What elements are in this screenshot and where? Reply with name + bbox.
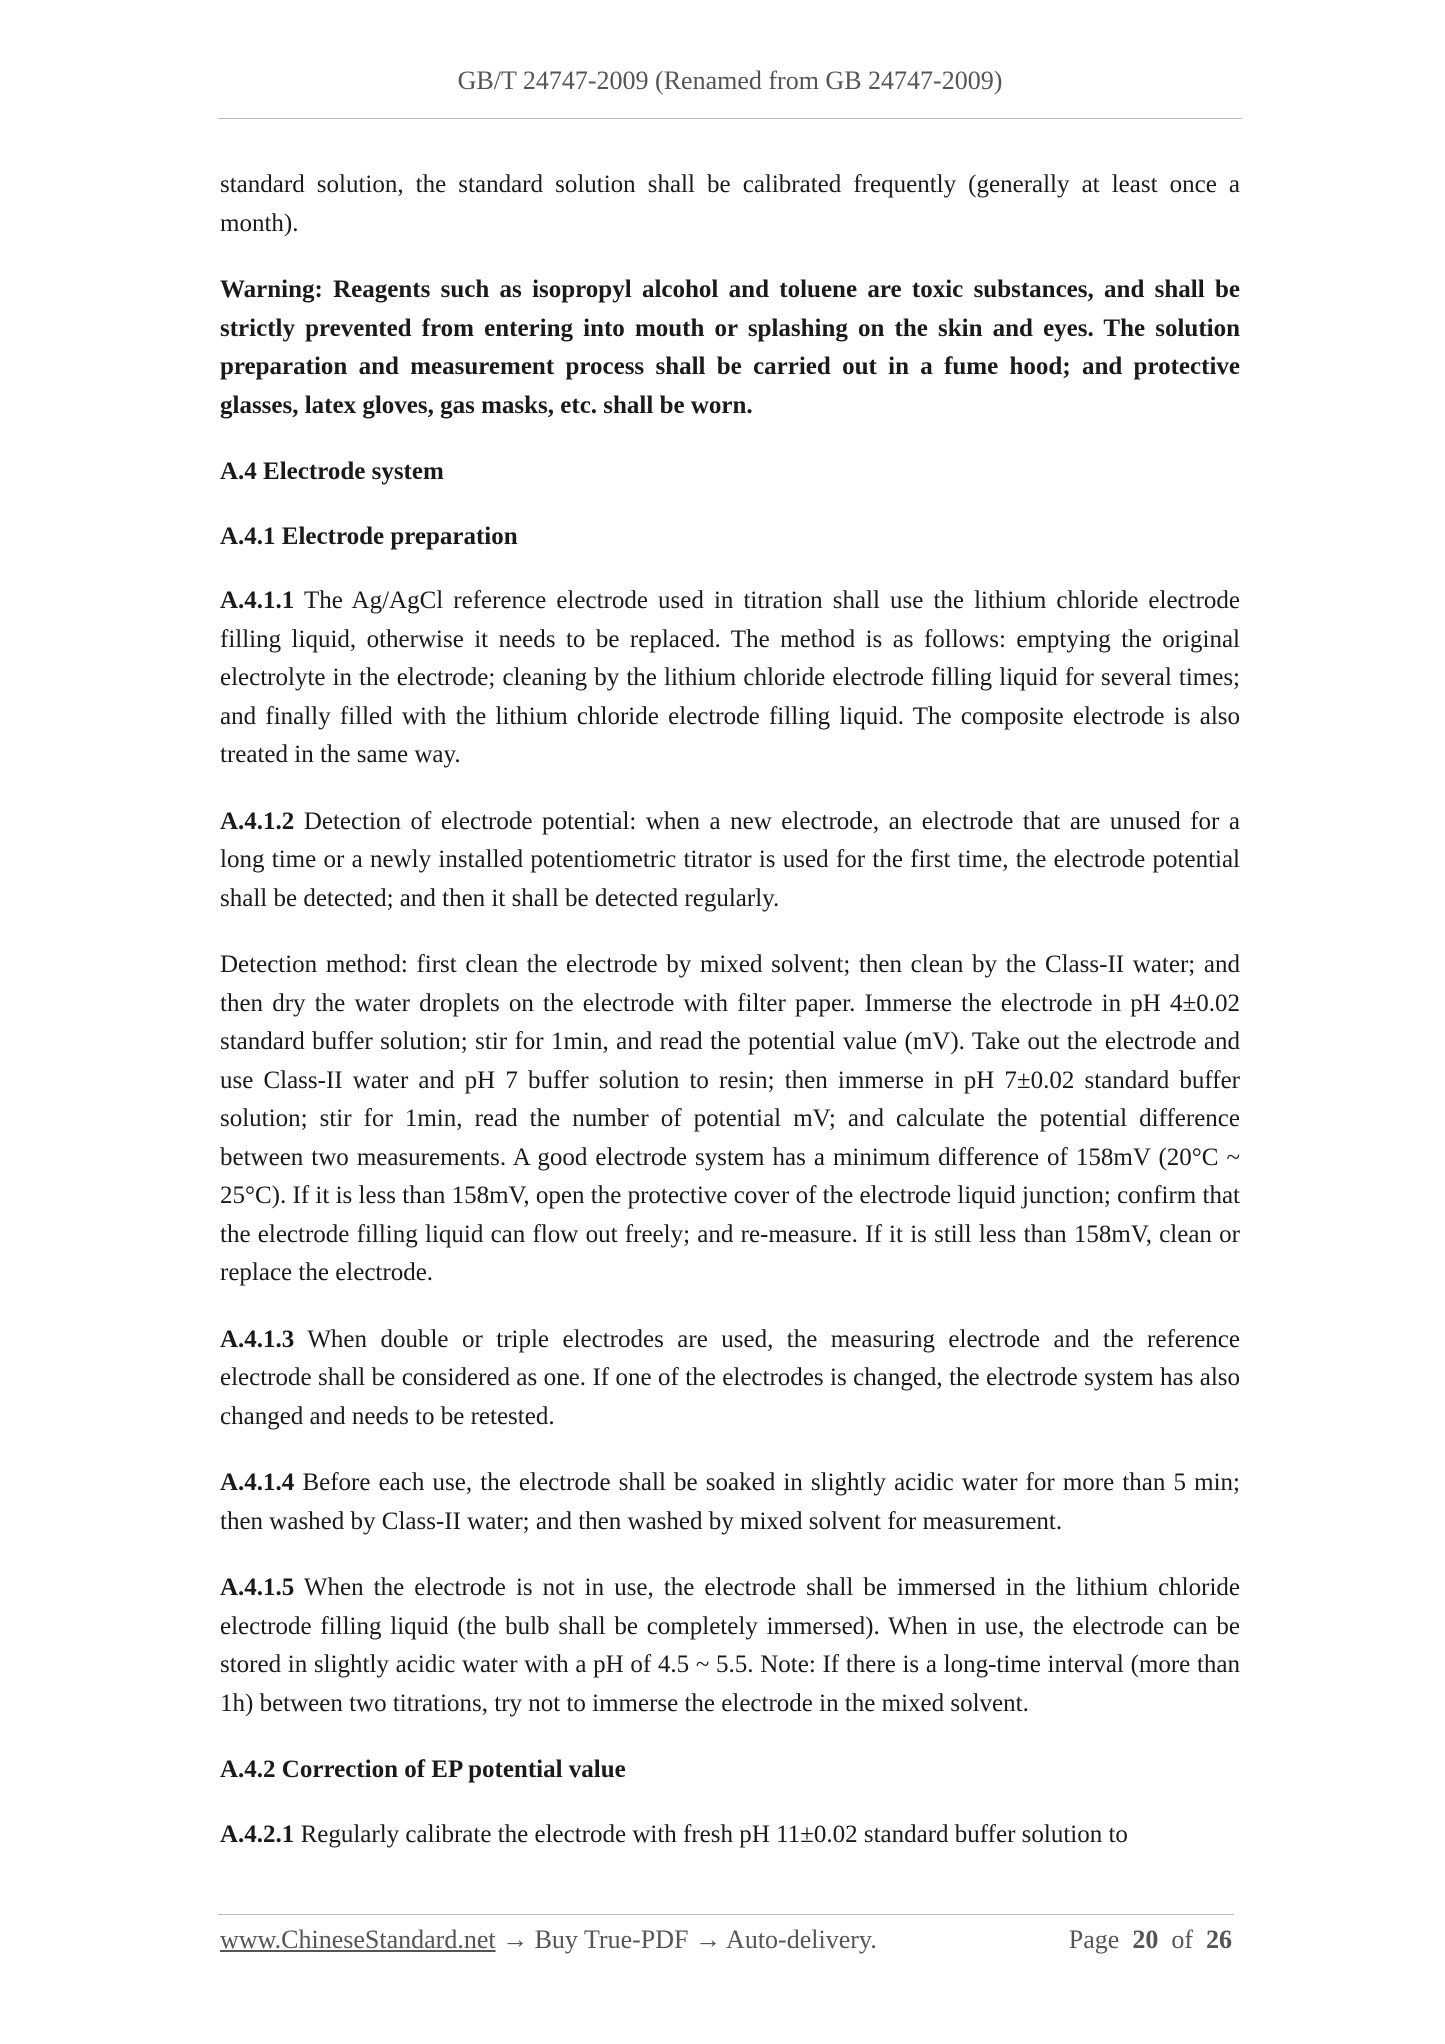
clause-number: A.4.1.5 — [220, 1574, 295, 1601]
detection-method-paragraph: Detection method: first clean the electrode by mixed solvent; then clean by the Class-II water; and then dry the water droplets on the electrode with filter paper. Immerse the electrode in pH 4±0.02 standard buffer solution; stir for 1min, and read the potential value (mV). Take out the electrode and use Class-II water and pH 7 buffer solution to resin; then immerse in pH 7±0.02 standard buffer solution; stir for 1min, read the number of potential mV; and calculate the potential difference between two measurements. A good electrode system has a minimum difference of 158mV (20°C ~ 25°C). If it is less than 158mV, open the protective cover of the electrode liquid junction; confirm that the electrode filling liquid can flow out freely; and re-measure. If it is still less than 158mV, clean or replace the electrode. — [220, 951, 1240, 1286]
clause-a4103 — [220, 1321, 1240, 1437]
footer-promo — [220, 1925, 877, 1955]
header-divider — [218, 118, 1242, 119]
footer-divider — [218, 1914, 1234, 1915]
clause-number: A.4.1.1 — [220, 587, 295, 614]
clause-a4102 — [220, 803, 1240, 919]
page-header: GB/T 24747-2009 (Renamed from GB 24747-2009) — [457, 66, 1003, 95]
clause-number: A.4.1.3 — [220, 1325, 295, 1353]
clause-number: A.4.1.2 — [220, 807, 295, 835]
page-current: 20 — [1132, 1925, 1159, 1954]
heading-a4: A.4 Electrode system — [220, 458, 444, 485]
clause-a4105 — [220, 1569, 1240, 1723]
intro-paragraph: standard solution, the standard solution shall be calibrated frequently (generally at least once a month). — [220, 171, 1240, 237]
heading-a42: A.4.2 Correction of EP potential value — [220, 1756, 626, 1783]
of-label: of — [1171, 1925, 1193, 1954]
clause-number: A.4.2.1 — [220, 1820, 295, 1848]
clause-a4201 — [220, 1816, 1240, 1855]
clause-a4104 — [220, 1464, 1240, 1541]
page-label: Page — [1068, 1925, 1120, 1954]
page-indicator — [1069, 1925, 1232, 1955]
promo-text: → Buy True-PDF → Auto-delivery. — [495, 1925, 877, 1954]
clause-text: The Ag/AgCl reference electrode used in titration shall use the lithium chloride electrode filling liquid, otherwise it needs to be replaced. The method is as follows: emptying the original electrolyte in the electrode; cleaning by the lithium chloride electrode filling liquid for several times; and finally filled with the lithium chloride electrode filling liquid. The composite electrode is also treated in the same way. — [220, 587, 1240, 768]
site-link[interactable]: www.ChineseStandard.net — [220, 1925, 496, 1954]
clause-text: When double or triple electrodes are used, the measuring electrode and the reference electrode shall be considered as one. If one of the electrodes is changed, the electrode system has also changed and needs to be retested. — [220, 1325, 1240, 1430]
clause-text: Regularly calibrate the electrode with fresh pH 11±0.02 standard buffer solution to — [294, 1820, 1128, 1848]
clause-text: When the electrode is not in use, the electrode shall be immersed in the lithium chloride electrode filling liquid (the bulb shall be completely immersed). When in use, the electrode can be stored in slightly acidic water with a pH of 4.5 ~ 5.5. Note: If there is a long-time interval (more than 1h) between two titrations, try not to immerse the electrode in the mixed solvent. — [220, 1574, 1240, 1717]
clause-text: Before each use, the electrode shall be soaked in slightly acidic water for more than 5 min; then washed by Class-II water; and then washed by mixed solvent for measurement. — [220, 1469, 1240, 1535]
warning-paragraph: Warning: Reagents such as isopropyl alcohol and toluene are toxic substances, and shall be strictly prevented from entering into mouth or splashing on the skin and eyes. The solution preparation and measurement process shall be carried out in a fume hood; and protective glasses, latex gloves, gas masks, etc. shall be worn. — [220, 276, 1240, 419]
clause-text: Detection of electrode potential: when a new electrode, an electrode that are unused for a long time or a newly installed potentiometric titrator is used for the first time, the electrode potential shall be detected; and then it shall be detected regularly. — [220, 807, 1240, 912]
page-total: 26 — [1206, 1925, 1232, 1954]
heading-a41: A.4.1 Electrode preparation — [220, 522, 518, 550]
clause-a4101 — [220, 582, 1240, 775]
clause-number: A.4.1.4 — [220, 1469, 295, 1496]
page-content — [220, 166, 1240, 1882]
